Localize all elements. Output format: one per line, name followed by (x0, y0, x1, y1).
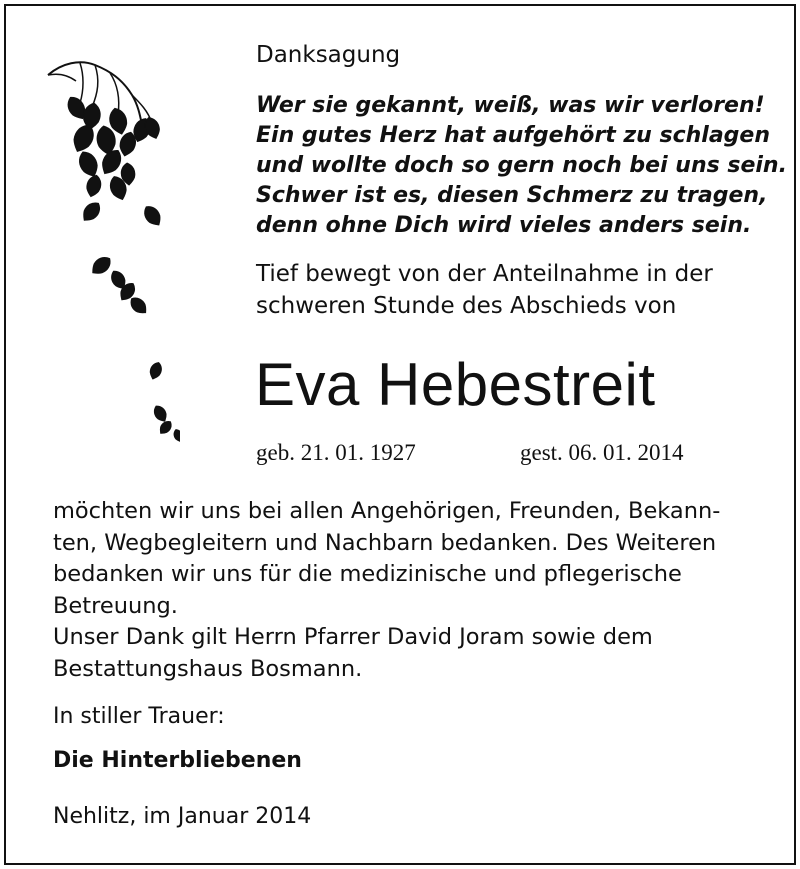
body-line: ten, Wegbegleitern und Nachbarn bedanken. Des Weiteren (53, 529, 717, 556)
notice-heading: Danksagung (256, 42, 401, 68)
body-line: bedanken wir uns für die medizinische und pflegerische (53, 561, 682, 587)
birth-date: geb. 21. 01. 1927 (256, 440, 416, 465)
place-date: Nehlitz, im Januar 2014 (53, 804, 312, 829)
mourning-line: In stiller Trauer: (53, 704, 225, 729)
signer-name: Die Hinterbliebenen (53, 748, 302, 773)
body-line: Betreuung. (53, 592, 178, 619)
poem-line: Schwer ist es, diesen Schmerz zu tragen, (256, 183, 768, 208)
intro-line: schweren Stunde des Abschieds von (256, 293, 677, 319)
body-line: Bestattungshaus Bosmann. (53, 655, 363, 682)
thanks-body (53, 496, 720, 685)
intro-line: Tief bewegt von der Anteilnahme in der (256, 261, 713, 287)
poem-line: Ein gutes Herz hat aufgehört zu schlagen (256, 123, 771, 148)
deceased-name: Eva Hebestreit (255, 351, 656, 418)
poem-line: Wer sie gekannt, weiß, was wir verloren! (256, 93, 765, 118)
poem-block (256, 91, 787, 241)
death-date: gest. 06. 01. 2014 (520, 440, 684, 465)
poem-line: denn ohne Dich wird vieles anders sein. (256, 213, 752, 238)
body-line: möchten wir uns bei allen Angehörigen, Freunden, Bekann- (53, 498, 721, 524)
falling-leaves-branch-icon (40, 55, 180, 450)
body-line: Unser Dank gilt Herrn Pfarrer David Joram sowie dem (53, 624, 653, 650)
intro-text (256, 258, 713, 322)
poem-line: und wollte doch so gern noch bei uns sein. (256, 153, 787, 178)
